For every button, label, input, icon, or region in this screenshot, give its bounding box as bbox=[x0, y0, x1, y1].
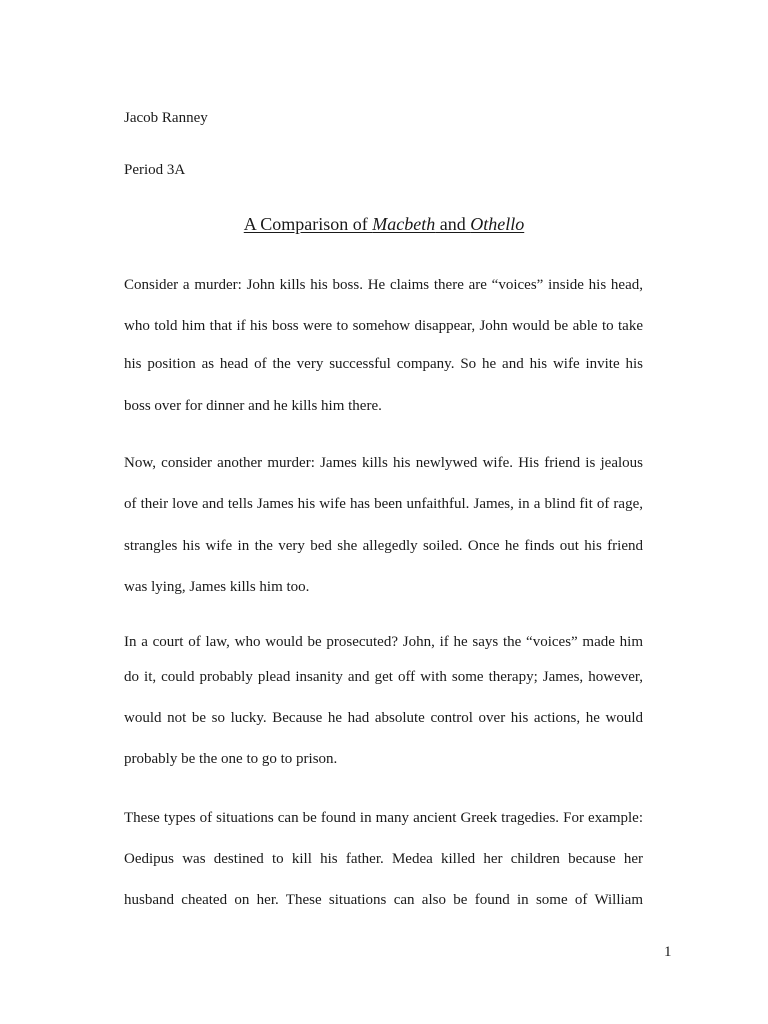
body-line: would not be so lucky. Because he had absolute control over his actions, he would bbox=[124, 710, 643, 726]
essay-title bbox=[0, 213, 768, 235]
body-line: These types of situations can be found in many ancient Greek tragedies. For example: bbox=[124, 810, 643, 826]
body-line: of their love and tells James his wife has been unfaithful. James, in a blind fit of rage, bbox=[124, 496, 643, 512]
body-line: Consider a murder: John kills his boss. He claims there are “voices” inside his head, bbox=[124, 277, 643, 293]
body-line: boss over for dinner and he kills him there. bbox=[124, 398, 382, 414]
author-name: Jacob Ranney bbox=[124, 110, 208, 126]
title-work-othello: Othello bbox=[470, 214, 525, 234]
body-line: probably be the one to go to prison. bbox=[124, 751, 338, 767]
body-line: his position as head of the very successful company. So he and his wife invite his bbox=[124, 356, 643, 372]
body-line: husband cheated on her. These situations can also be found in some of William bbox=[124, 892, 643, 908]
body-line: strangles his wife in the very bed she allegedly soiled. Once he finds out his friend bbox=[124, 538, 643, 554]
title-work-macbeth: Macbeth bbox=[372, 214, 436, 234]
title-prefix: A Comparison of bbox=[243, 214, 373, 234]
page-number: 1 bbox=[664, 944, 672, 960]
body-line: was lying, James kills him too. bbox=[124, 579, 310, 595]
title-middle: and bbox=[435, 214, 471, 234]
body-line: Oedipus was destined to kill his father. Medea killed her children because her bbox=[124, 851, 643, 867]
body-line: do it, could probably plead insanity and get off with some therapy; James, however, bbox=[124, 669, 643, 685]
body-line: Now, consider another murder: James kills his newlywed wife. His friend is jealous bbox=[124, 455, 643, 471]
body-line: In a court of law, who would be prosecuted? John, if he says the “voices” made him bbox=[124, 634, 643, 650]
body-line: who told him that if his boss were to somehow disappear, John would be able to take bbox=[124, 318, 643, 334]
class-period: Period 3A bbox=[124, 162, 186, 178]
